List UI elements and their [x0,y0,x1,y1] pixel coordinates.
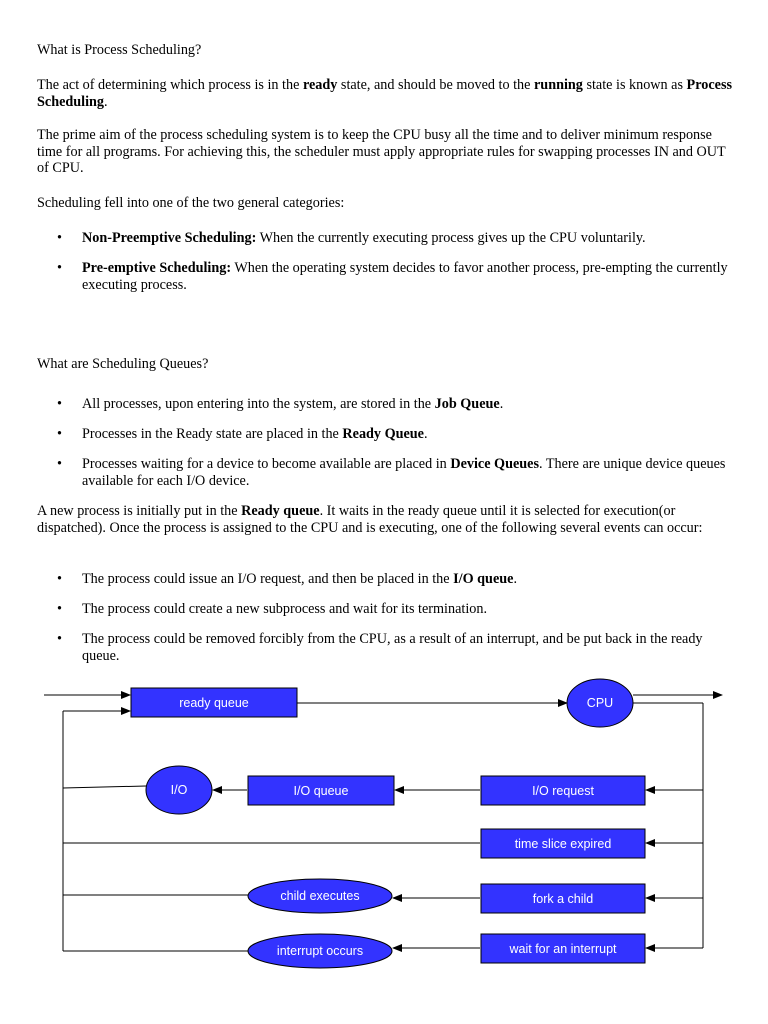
cpu-label: CPU [586,696,614,710]
wait-interrupt-box [481,934,645,963]
bullet-icon: • [57,456,62,472]
cpu-node [567,679,633,727]
heading-process-scheduling: What is Process Scheduling? [37,42,202,58]
paragraph-aim: The prime aim of the process scheduling system is to keep the CPU busy all the time and to deliver minimum response time for all programs. For achieving this, the scheduler must apply appropriate rules for swapping processes IN and OUT of CPU. [37,127,726,176]
bullet-icon: • [57,260,62,276]
io-request-label: I/O request [532,784,594,798]
bullet-icon: • [57,396,62,412]
ready-queue-label: ready queue [179,696,249,710]
time-slice-label: time slice expired [514,837,612,851]
bullet-icon: • [57,631,62,647]
time-slice-box [481,829,645,858]
io-queue-box [248,776,394,805]
bullet-icon: • [57,426,62,442]
paragraph-definition: The act of determining which process is in the ready state, and should be moved to the running state is known as Process Scheduling. [37,77,732,110]
io-queue-label: I/O queue [293,784,349,798]
interrupt-occurs-label: interrupt occurs [276,944,364,958]
bullet-icon: • [57,230,62,246]
wait-interrupt-label: wait for an interrupt [509,942,617,956]
child-executes-node [248,879,392,913]
io-node [146,766,212,814]
queueing-diagram [0,670,768,970]
fork-child-label: fork a child [532,892,594,906]
paragraph-new-process: A new process is initially put in the Ready queue. It waits in the ready queue until it is selected for execution(or dispatched). Once the process is assigned to the CPU and is executing, one of the following several events can occur: [37,503,703,536]
interrupt-occurs-node [248,934,392,968]
ready-queue-box [131,688,297,717]
child-executes-label: child executes [280,889,360,903]
heading-scheduling-queues: What are Scheduling Queues? [37,356,209,372]
bullet-icon: • [57,601,62,617]
io-label: I/O [170,783,188,797]
fork-child-box [481,884,645,913]
io-request-box [481,776,645,805]
paragraph-categories: Scheduling fell into one of the two general categories: [37,195,345,211]
bullet-icon: • [57,571,62,587]
